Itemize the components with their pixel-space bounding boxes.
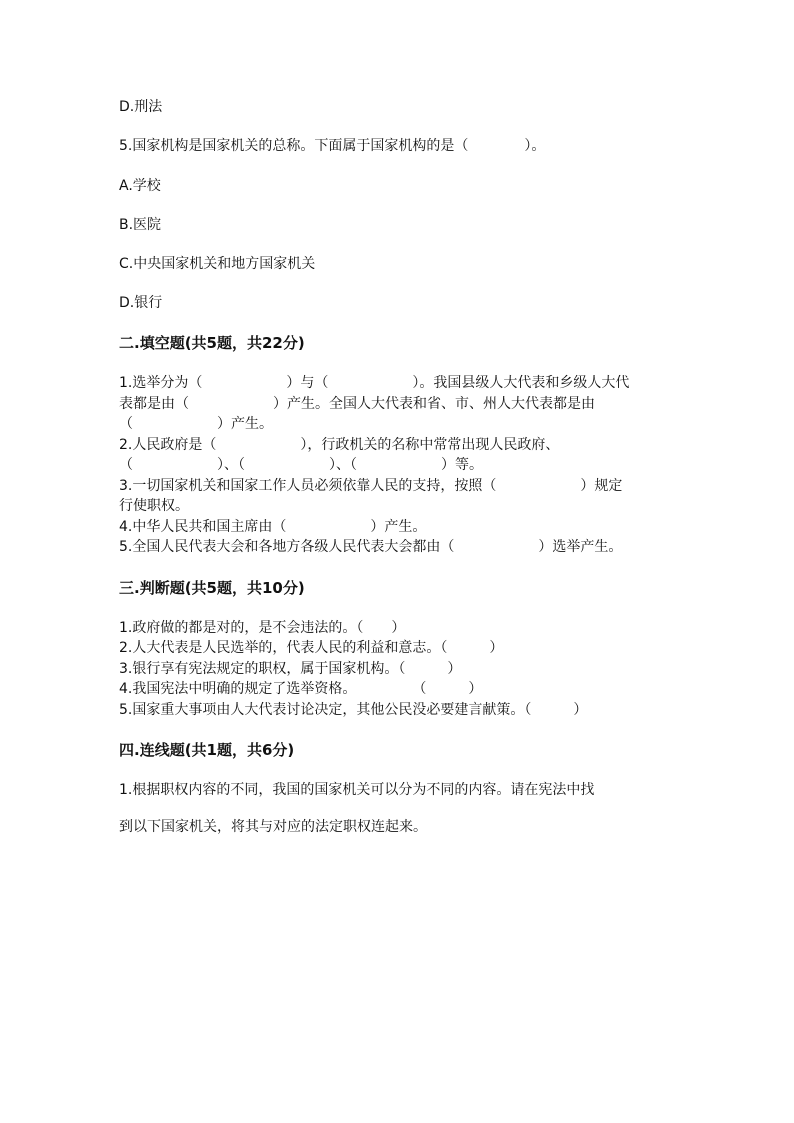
judge-line: 1.政府做的都是对的，是不会违法的。（ ） bbox=[119, 620, 406, 636]
judge-line: 4.我国宪法中明确的规定了选举资格。 （ ） bbox=[119, 681, 483, 697]
q5-stem: 5.国家机构是国家机关的总称。下面属于国家机构的是（ ）。 bbox=[119, 138, 546, 154]
q5-option-c: C.中央国家机关和地方国家机关 bbox=[119, 256, 316, 272]
q5-option-b: B.医院 bbox=[119, 217, 162, 233]
fill-line: 1.选举分为（ ）与（ ）。我国县级人大代表和乡级人大代 bbox=[119, 375, 630, 391]
match-section-heading: 四.连线题(共1题，共6分) bbox=[119, 741, 295, 759]
q4-option-d: D.刑法 bbox=[119, 99, 163, 115]
match-line: 1.根据职权内容的不同，我国的国家机关可以分为不同的内容。请在宪法中找 bbox=[119, 782, 595, 798]
judge-line: 2.人大代表是人民选举的，代表人民的利益和意志。（ ） bbox=[119, 640, 504, 656]
judge-line: 5.国家重大事项由人大代表讨论决定，其他公民没必要建言献策。（ ） bbox=[119, 702, 588, 718]
fill-line: （ ）产生。 bbox=[119, 416, 273, 432]
judge-line: 3.银行享有宪法规定的职权，属于国家机构。（ ） bbox=[119, 661, 462, 677]
fill-line: 表都是由（ ）产生。全国人大代表和省、市、州人大代表都是由 bbox=[119, 396, 595, 412]
fill-line: 4.中华人民共和国主席由（ ）产生。 bbox=[119, 519, 427, 535]
fill-line: 2.人民政府是（ ），行政机关的名称中常常出现人民政府、 bbox=[119, 437, 560, 453]
fill-line: 5.全国人民代表大会和各地方各级人民代表大会都由（ ）选举产生。 bbox=[119, 539, 623, 555]
q5-option-a: A.学校 bbox=[119, 178, 161, 194]
match-line: 到以下国家机关，将其与对应的法定职权连起来。 bbox=[119, 819, 427, 835]
fill-line: 3.一切国家机关和国家工作人员必须依靠人民的支持，按照（ ）规定 bbox=[119, 478, 623, 494]
q5-option-d: D.银行 bbox=[119, 295, 163, 311]
judge-section-heading: 三.判断题(共5题，共10分) bbox=[119, 579, 305, 597]
fill-line: （ ）、（ ）、（ ）等。 bbox=[119, 457, 483, 473]
fill-line: 行使职权。 bbox=[119, 498, 189, 514]
fill-section-heading: 二.填空题(共5题，共22分) bbox=[119, 334, 305, 352]
